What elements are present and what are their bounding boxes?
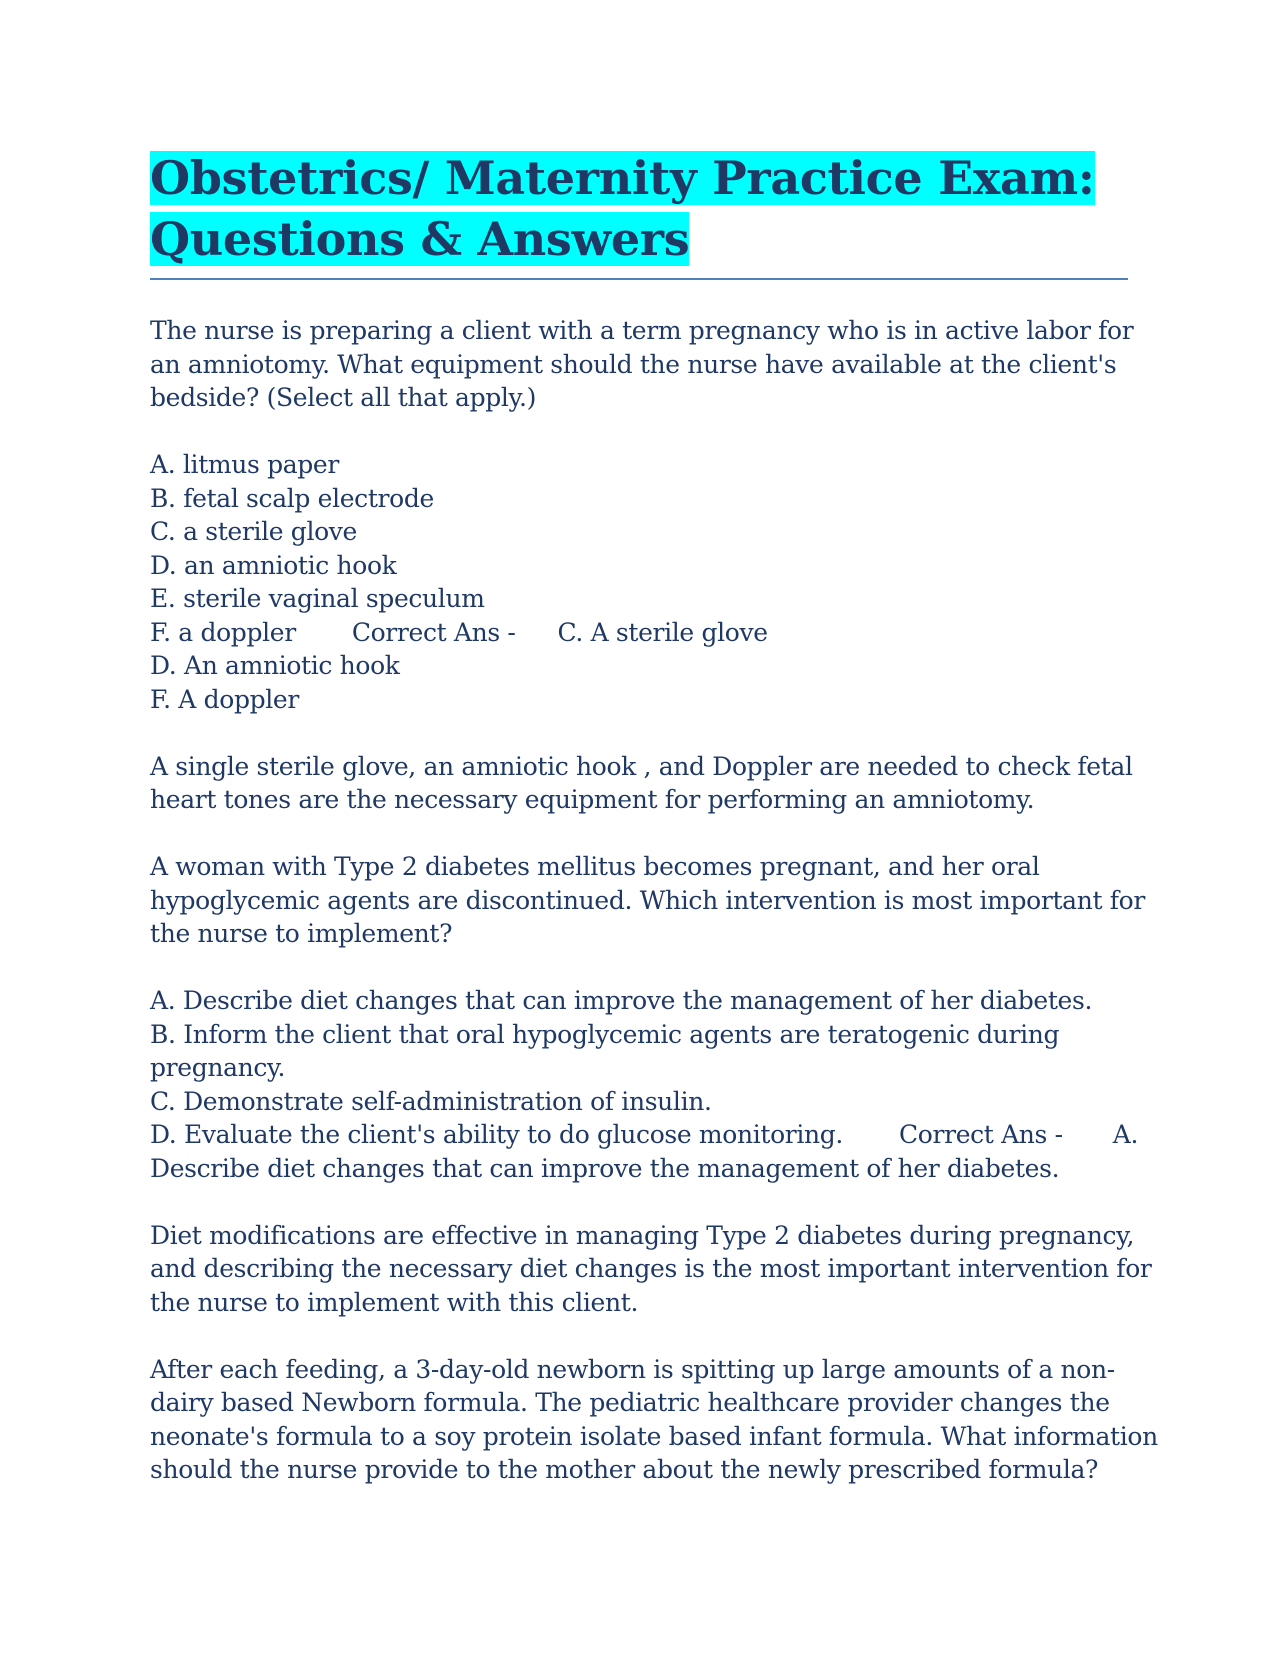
text-line: After each feeding, a 3-day-old newborn is spitting up large amounts of a non- — [150, 1354, 1115, 1384]
option-d: D. Evaluate the client's ability to do glucose monitoring. — [150, 1120, 844, 1149]
document-title — [150, 148, 1128, 270]
option-f-with-answer — [150, 616, 1130, 650]
text-line: should the nurse provide to the mother about the newly prescribed formula? — [150, 1455, 1099, 1484]
question-2-options — [150, 984, 1139, 1185]
correct-answer-2: D. An amniotic hook — [150, 651, 400, 680]
option-c: C. a sterile glove — [150, 517, 358, 546]
text-line: bedside? (Select all that apply.) — [150, 383, 536, 412]
question-3-stem — [150, 1353, 1158, 1487]
text-line: The nurse is preparing a client with a term pregnancy who is in active labor for — [150, 316, 1134, 345]
text-line: the nurse to implement? — [150, 919, 453, 948]
question-1-stem — [150, 314, 1134, 415]
text-line: and describing the necessary diet changes is the most important intervention for — [150, 1254, 1152, 1283]
text-line: hypoglycemic agents are discontinued. Which intervention is most important for — [150, 885, 1145, 915]
question-2-rationale — [150, 1219, 1152, 1320]
option-a: A. litmus paper — [150, 450, 339, 479]
option-b: B. fetal scalp electrode — [150, 483, 434, 513]
option-a: A. Describe diet changes that can improve the management of her diabetes. — [150, 986, 1093, 1015]
question-2-stem — [150, 850, 1145, 951]
document-page — [150, 148, 1158, 1520]
text-line: heart tones are the necessary equipment for performing an amniotomy. — [150, 785, 1035, 814]
title-line-1: Obstetrics/ Maternity Practice Exam: — [150, 151, 1095, 205]
option-f: F. a doppler — [150, 617, 296, 647]
option-d-with-answer — [150, 1118, 1139, 1152]
option-b-continued: pregnancy. — [150, 1053, 286, 1082]
text-line: A woman with Type 2 diabetes mellitus becomes pregnant, and her oral — [150, 852, 1040, 881]
correct-answer-label: Correct Ans - — [351, 617, 516, 647]
text-line: neonate's formula to a soy protein isolate based infant formula. What information — [150, 1421, 1158, 1451]
correct-answer-letter: A. — [1112, 1120, 1139, 1149]
correct-answer-label: Correct Ans - — [899, 1120, 1063, 1149]
text-line: Diet modifications are effective in managing Type 2 diabetes during pregnancy, — [150, 1220, 1135, 1250]
title-line-2: Questions & Answers — [150, 212, 690, 266]
option-b: B. Inform the client that oral hypoglycemic agents are teratogenic during — [150, 1019, 1060, 1049]
question-1-rationale — [150, 750, 1133, 817]
text-line: A single sterile glove, an amniotic hook , and Doppler are needed to check fetal — [150, 751, 1133, 781]
text-line: the nurse to implement with this client. — [150, 1287, 639, 1317]
text-line: dairy based Newborn formula. The pediatric healthcare provider changes the — [150, 1388, 1110, 1417]
document-body — [150, 314, 1158, 1487]
option-c: C. Demonstrate self-administration of insulin. — [150, 1086, 712, 1116]
text-line: an amniotomy. What equipment should the nurse have available at the client's — [150, 349, 1117, 379]
correct-answer-3: F. A doppler — [150, 684, 299, 714]
option-d: D. an amniotic hook — [150, 550, 397, 580]
correct-answer-text: Describe diet changes that can improve the management of her diabetes. — [150, 1153, 1060, 1183]
correct-answer-1: C. A sterile glove — [557, 617, 768, 647]
question-1-options — [150, 448, 1130, 716]
option-e: E. sterile vaginal speculum — [150, 584, 485, 613]
title-block — [150, 148, 1128, 280]
